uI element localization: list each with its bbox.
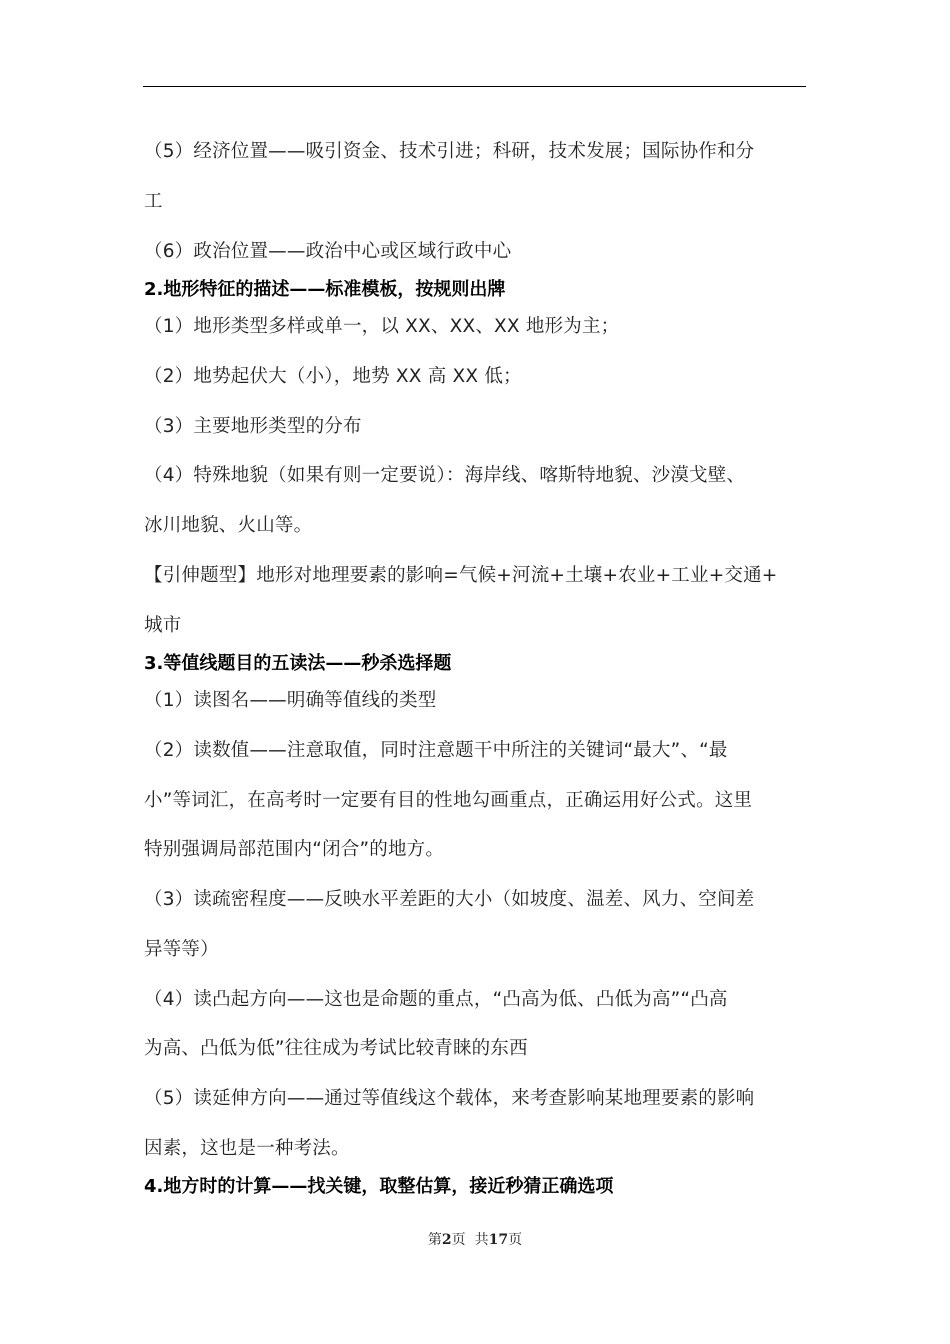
paragraph-extended-question-cont: 城市 xyxy=(144,615,182,636)
footer-prefix: 第 xyxy=(427,1232,442,1248)
paragraph-read-bulge: （4）读凸起方向——这也是命题的重点，“凸高为低、凸低为高”“凸高 xyxy=(144,989,728,1010)
paragraph-terrain-types: （1）地形类型多样或单一，以 XX、XX、XX 地形为主； xyxy=(144,316,620,337)
heading-terrain-features: 2.地形特征的描述——标准模板，按规则出牌 xyxy=(144,279,506,300)
footer-mid: 页 共 xyxy=(451,1232,489,1248)
paragraph-read-values-cont2: 特别强调局部范围内“闭合”的地方。 xyxy=(144,839,445,860)
paragraph-read-bulge-cont: 为高、凸低为低”往往成为考试比较青睐的东西 xyxy=(144,1038,528,1059)
paragraph-economic-location-cont: 工 xyxy=(144,191,163,212)
paragraph-terrain-distribution: （3）主要地形类型的分布 xyxy=(144,416,362,437)
footer-page-number: 2 xyxy=(441,1232,452,1248)
paragraph-terrain-relief: （2）地势起伏大（小），地势 XX 高 XX 低； xyxy=(144,366,522,387)
paragraph-read-map-name: （1）读图名——明确等值线的类型 xyxy=(144,690,437,711)
heading-local-time: 4.地方时的计算——找关键，取整估算，接近秒猜正确选项 xyxy=(144,1176,614,1197)
paragraph-read-extension: （5）读延伸方向——通过等值线这个载体，来考查影响某地理要素的影响 xyxy=(144,1088,755,1109)
paragraph-special-landforms: （4）特殊地貌（如果有则一定要说）：海岸线、喀斯特地貌、沙漠戈壁、 xyxy=(144,465,746,486)
paragraph-extended-question: 【引伸题型】地形对地理要素的影响=气候+河流+土壤+农业+工业+交通+ xyxy=(144,565,778,586)
paragraph-special-landforms-cont: 冰川地貌、火山等。 xyxy=(144,515,313,536)
footer-total-pages: 17 xyxy=(488,1232,509,1248)
footer-suffix: 页 xyxy=(508,1232,523,1248)
heading-isoline-reading: 3.等值线题目的五读法——秒杀选择题 xyxy=(144,653,452,674)
paragraph-read-extension-cont: 因素，这也是一种考法。 xyxy=(144,1138,350,1159)
paragraph-read-values-cont1: 小”等词汇，在高考时一定要有目的性地勾画重点，正确运用好公式。这里 xyxy=(144,790,753,811)
page-footer xyxy=(0,1229,950,1249)
paragraph-read-density: （3）读疏密程度——反映水平差距的大小（如坡度、温差、风力、空间差 xyxy=(144,889,755,910)
paragraph-read-values: （2）读数值——注意取值，同时注意题干中所注的关键词“最大”、“最 xyxy=(144,740,728,761)
header-rule xyxy=(143,86,806,87)
paragraph-read-density-cont: 异等等） xyxy=(144,939,219,960)
paragraph-economic-location: （5）经济位置——吸引资金、技术引进；科研，技术发展；国际协作和分 xyxy=(144,141,755,162)
paragraph-political-location: （6）政治位置——政治中心或区域行政中心 xyxy=(144,241,512,262)
